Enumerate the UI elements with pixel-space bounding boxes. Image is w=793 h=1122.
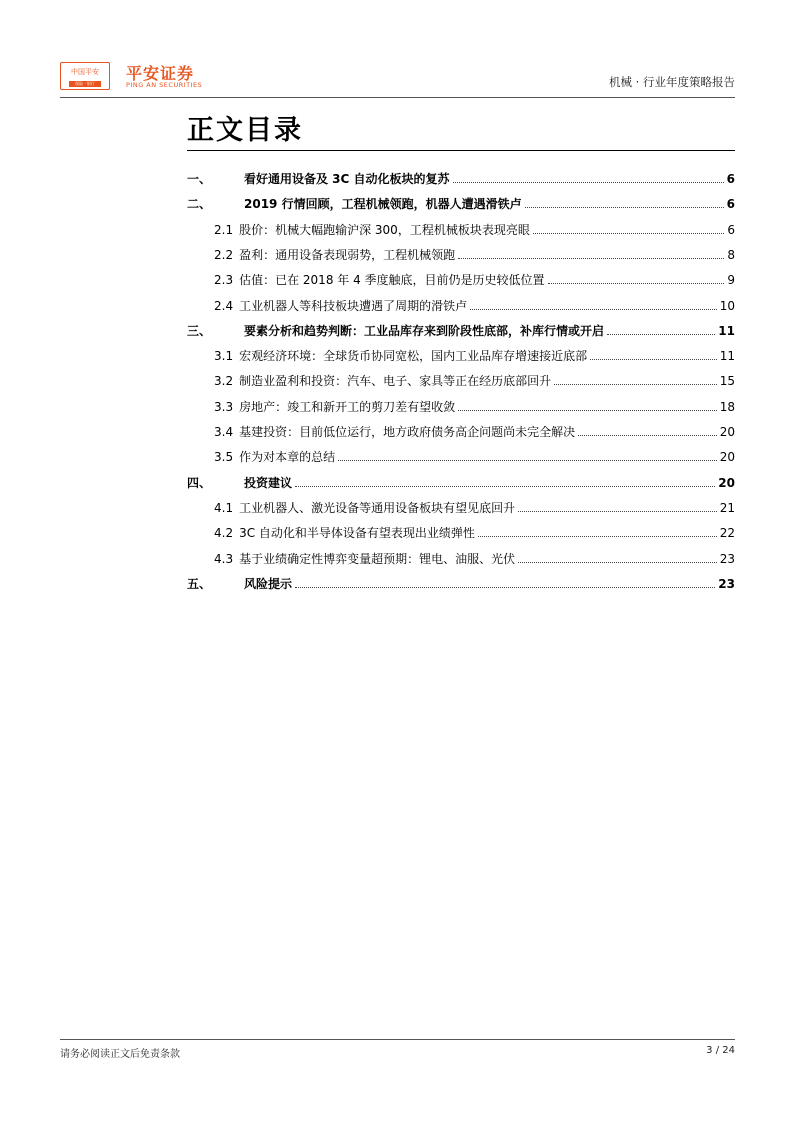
footer-divider xyxy=(60,1039,735,1040)
toc-entry-title: 制造业盈利和投资：汽车、电子、家具等正在经历底部回升 xyxy=(239,374,552,389)
toc-entry-title: 基于业绩确定性博弈变量超预期：锂电、油服、光伏 xyxy=(239,551,516,566)
toc-entry[interactable] xyxy=(187,547,735,567)
toc-entry-number: 4.3 xyxy=(214,551,234,566)
toc-entry-title: 投资建议 xyxy=(244,475,293,490)
toc-entry[interactable] xyxy=(187,369,735,389)
toc-entry[interactable] xyxy=(187,319,735,339)
toc-entry[interactable] xyxy=(187,521,735,541)
toc-entry-title: 股价：机械大幅跑输沪深 300，工程机械板块表现亮眼 xyxy=(239,222,530,237)
toc-entry-number: 2.2 xyxy=(214,247,234,262)
toc-entry-number: 3.2 xyxy=(214,374,234,389)
toc-entry[interactable] xyxy=(187,445,735,465)
toc-entry[interactable] xyxy=(187,243,735,263)
disclaimer-note: 请务必阅读正文后免责条款 xyxy=(60,1049,180,1060)
toc-entry-page: 21 xyxy=(719,500,735,515)
toc-entry-title: 基建投资：目前低位运行，地方政府债务高企问题尚未完全解决 xyxy=(239,425,576,439)
toc-dot-leader xyxy=(478,535,717,537)
toc-entry-number: 4.2 xyxy=(214,526,234,541)
toc-dot-leader xyxy=(338,459,717,461)
toc-entry-number: 三、 xyxy=(187,323,212,338)
toc-dot-leader xyxy=(295,586,715,588)
logo-badge-subtext: 保险 · 银行 xyxy=(69,81,101,87)
toc-entry-number: 3.3 xyxy=(214,399,234,414)
toc-entry-number: 二、 xyxy=(187,197,212,212)
toc-entry-page: 20 xyxy=(719,450,735,465)
report-type: 机械 · 行业年度策略报告 xyxy=(609,75,735,89)
toc-entry-page: 6 xyxy=(726,172,735,186)
toc-entry-number: 2.1 xyxy=(214,222,234,237)
toc-entry-title: 要素分析和趋势判断：工业品库存来到阶段性底部，补库行情或开启 xyxy=(244,323,605,338)
toc-entry-title: 3C 自动化和半导体设备有望表现出业绩弹性 xyxy=(239,526,475,541)
toc-entry[interactable] xyxy=(187,395,735,415)
toc-entry-number: 2.3 xyxy=(214,273,234,288)
toc-dot-leader xyxy=(548,282,725,284)
toc-entry-page: 9 xyxy=(727,273,735,288)
toc-dot-leader xyxy=(590,358,717,360)
toc-entry-number: 一、 xyxy=(187,172,212,186)
toc-entry[interactable] xyxy=(187,496,735,516)
toc-entry-page: 8 xyxy=(727,247,735,262)
toc-entry-number: 3.1 xyxy=(214,349,234,364)
toc-entry-page: 15 xyxy=(719,374,735,389)
toc-dot-leader xyxy=(578,434,717,436)
toc-entry-title: 宏观经济环境：全球货币协同宽松，国内工业品库存增速接近底部 xyxy=(239,349,588,364)
toc-dot-leader xyxy=(470,308,717,310)
toc-entry-page: 6 xyxy=(726,197,735,212)
toc-dot-leader xyxy=(518,561,717,563)
toc-dot-leader xyxy=(554,383,717,385)
toc-entry[interactable] xyxy=(187,294,735,314)
toc-entry-title: 2019 行情回顾，工程机械领跑，机器人遭遇滑铁卢 xyxy=(244,197,522,212)
toc-entry[interactable] xyxy=(187,192,735,212)
logo-badge-text: 中国平安 xyxy=(71,68,99,76)
toc-entry-title: 估值：已在 2018 年 4 季度触底，目前仍是历史较低位置 xyxy=(239,273,545,288)
header-divider xyxy=(60,97,735,98)
toc-entry-number: 2.4 xyxy=(214,298,234,313)
toc-entry-page: 11 xyxy=(719,349,735,364)
toc-entry-page: 23 xyxy=(719,551,735,566)
toc-title-divider xyxy=(187,150,735,151)
page-header xyxy=(60,60,735,98)
toc-entry-title: 工业机器人、激光设备等通用设备板块有望见底回升 xyxy=(239,500,516,515)
toc-entry[interactable] xyxy=(187,572,735,592)
toc-dot-leader xyxy=(607,333,715,335)
toc-entry-page: 20 xyxy=(719,425,735,439)
toc-entry-page: 11 xyxy=(718,323,735,338)
toc-entry-page: 22 xyxy=(719,526,735,541)
toc-entry-page: 20 xyxy=(718,475,735,490)
toc-entry[interactable] xyxy=(187,268,735,288)
page-indicator: 3 / 24 xyxy=(706,1045,735,1056)
toc-entry[interactable] xyxy=(187,344,735,364)
toc-entry-number: 五、 xyxy=(187,576,212,591)
toc-entry-title: 看好通用设备及 3C 自动化板块的复苏 xyxy=(244,172,450,186)
toc-entry-title: 盈利：通用设备表现弱势，工程机械领跑 xyxy=(239,247,456,262)
ping-an-logo xyxy=(60,62,110,90)
brand-name-cn: 平安证券 xyxy=(126,64,195,83)
toc-entry[interactable] xyxy=(187,218,735,238)
toc-dot-leader xyxy=(295,485,715,487)
toc-dot-leader xyxy=(518,510,717,512)
toc-entry-title: 房地产：竣工和新开工的剪刀差有望收敛 xyxy=(239,399,456,414)
toc-entry[interactable] xyxy=(187,167,735,187)
toc-entry-title: 工业机器人等科技板块遭遇了周期的滑铁卢 xyxy=(239,298,468,313)
toc-entry-title: 作为对本章的总结 xyxy=(239,450,336,465)
toc-entry-number: 四、 xyxy=(187,475,212,490)
toc-entry[interactable] xyxy=(187,471,735,491)
toc-dot-leader xyxy=(533,232,725,234)
toc-entry-number: 3.5 xyxy=(214,450,234,465)
toc-entry-page: 6 xyxy=(727,222,735,237)
toc-dot-leader xyxy=(453,181,724,183)
toc-entry-number: 4.1 xyxy=(214,500,234,515)
toc-dot-leader xyxy=(458,257,724,259)
toc-entry-page: 10 xyxy=(719,298,735,313)
toc-dot-leader xyxy=(525,206,724,208)
toc-entry-page: 23 xyxy=(718,576,735,591)
toc-entry-title: 风险提示 xyxy=(244,576,293,591)
brand-name-en: PING AN SECURITIES xyxy=(126,81,203,89)
toc-entry-page: 18 xyxy=(719,399,735,414)
toc-entry[interactable] xyxy=(187,420,735,440)
toc-title: 正文目录 xyxy=(187,115,303,146)
toc-entry-number: 3.4 xyxy=(214,425,234,439)
toc-dot-leader xyxy=(458,409,717,411)
